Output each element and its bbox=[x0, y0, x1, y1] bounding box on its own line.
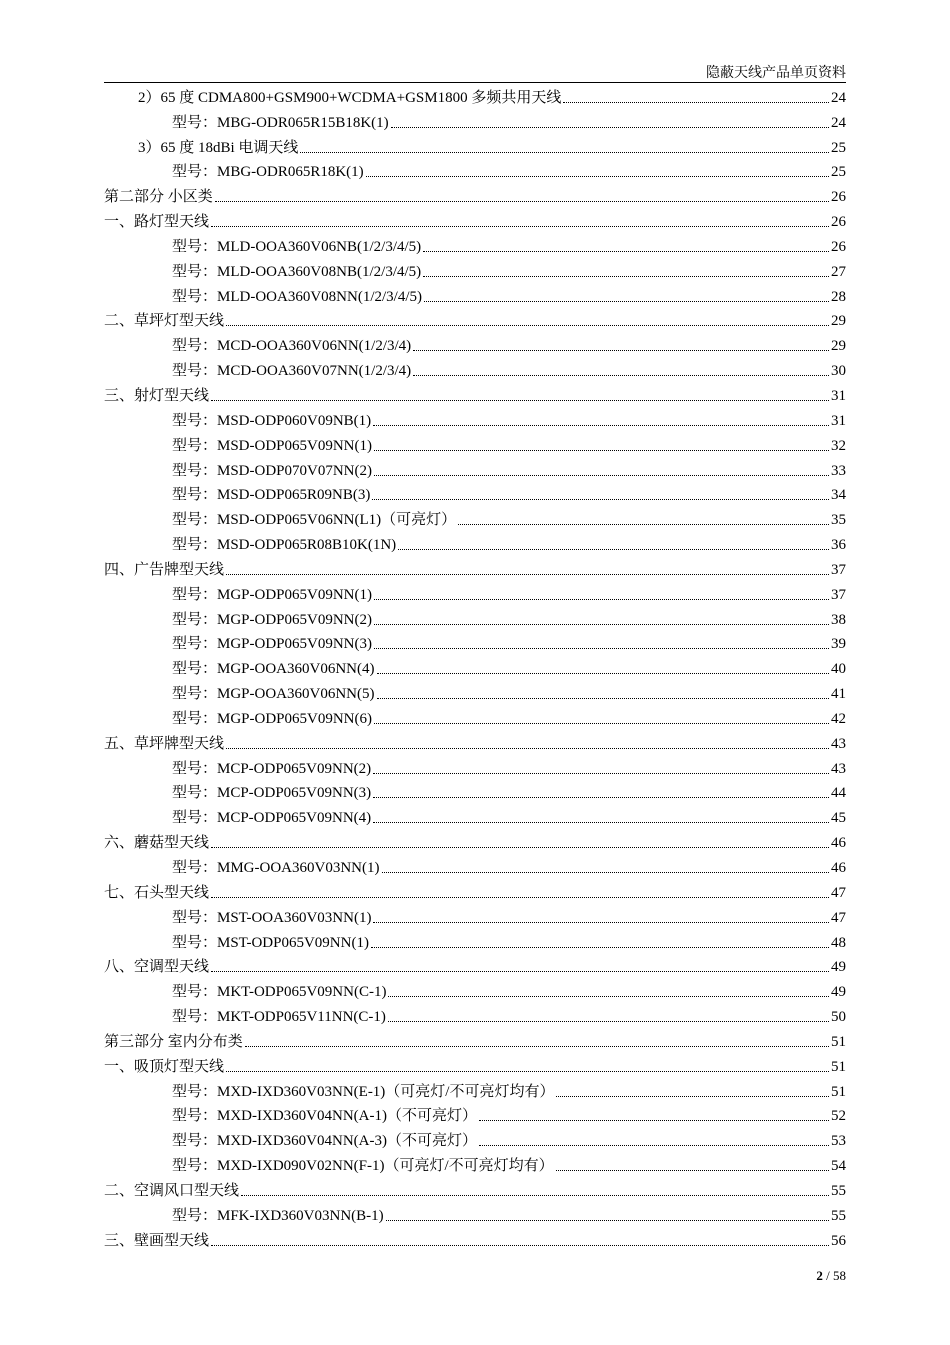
toc-entry[interactable] bbox=[104, 1125, 846, 1150]
toc-entry-title: 型号：MFK-IXD360V03NN(B-1) bbox=[172, 1207, 384, 1224]
toc-entry-title: 二、草坪灯型天线 bbox=[104, 313, 225, 330]
toc-entry-title: 型号：MCP-ODP065V09NN(4) bbox=[172, 810, 372, 827]
toc-entry-page-number: 55 bbox=[831, 1207, 846, 1224]
toc-entry[interactable] bbox=[104, 902, 846, 927]
toc-dot-leader bbox=[372, 499, 829, 500]
toc-dot-leader bbox=[211, 847, 829, 848]
toc-dot-leader bbox=[241, 1195, 829, 1196]
toc-entry-page-number: 43 bbox=[831, 735, 846, 752]
toc-entry-page-number: 26 bbox=[831, 238, 846, 255]
toc-entry-page-number: 56 bbox=[831, 1232, 846, 1249]
toc-dot-leader bbox=[479, 1145, 829, 1146]
toc-entry-page-number: 29 bbox=[831, 313, 846, 330]
toc-entry-title: 型号：MGP-OOA360V06NN(5) bbox=[172, 686, 375, 703]
toc-entry[interactable] bbox=[104, 330, 846, 355]
toc-dot-leader bbox=[424, 301, 829, 302]
toc-entry[interactable] bbox=[104, 455, 846, 480]
toc-entry[interactable] bbox=[104, 952, 846, 977]
toc-entry-page-number: 36 bbox=[831, 537, 846, 554]
toc-entry-page-number: 27 bbox=[831, 263, 846, 280]
toc-dot-leader bbox=[211, 226, 829, 227]
toc-dot-leader bbox=[377, 698, 830, 699]
toc-dot-leader bbox=[423, 251, 829, 252]
toc-entry[interactable] bbox=[104, 1026, 846, 1051]
toc-entry-title: 型号：MMG-OOA360V03NN(1) bbox=[172, 860, 380, 876]
toc-entry-page-number: 29 bbox=[831, 338, 846, 355]
toc-entry-title: 型号：MGP-OOA360V06NN(4) bbox=[172, 661, 375, 678]
toc-entry-title: 型号：MBG-ODR065R18K(1) bbox=[172, 164, 364, 181]
toc-entry-page-number: 52 bbox=[831, 1108, 846, 1125]
toc-entry[interactable] bbox=[104, 405, 846, 430]
toc-dot-leader bbox=[211, 1245, 829, 1246]
toc-entry-page-number: 37 bbox=[831, 586, 846, 603]
toc-entry-page-number: 31 bbox=[831, 387, 846, 404]
table-of-contents bbox=[104, 82, 846, 1250]
toc-dot-leader bbox=[373, 797, 829, 798]
toc-entry-page-number: 33 bbox=[831, 462, 846, 479]
current-page-number: 2 bbox=[816, 1268, 823, 1283]
toc-entry-title: 型号：MSD-ODP065V09NN(1) bbox=[172, 437, 373, 454]
toc-dot-leader bbox=[373, 425, 829, 426]
toc-entry-title: 型号：MCP-ODP065V09NN(3) bbox=[172, 785, 372, 802]
toc-entry[interactable] bbox=[104, 380, 846, 405]
toc-entry-title: 型号：MSD-ODP065V06NN(L1)（可亮灯） bbox=[172, 512, 457, 529]
toc-entry-title: 二、空调风口型天线 bbox=[104, 1182, 240, 1199]
toc-dot-leader bbox=[374, 599, 829, 600]
toc-dot-leader bbox=[391, 127, 829, 128]
toc-entry-title: 一、路灯型天线 bbox=[104, 214, 210, 231]
toc-entry[interactable] bbox=[104, 256, 846, 281]
toc-entry-title: 型号：MGP-ODP065V09NN(3) bbox=[172, 636, 373, 653]
page-number-separator: / bbox=[822, 1268, 833, 1283]
toc-entry-title: 型号：MCD-OOA360V07NN(1/2/3/4) bbox=[172, 363, 412, 380]
toc-entry-title: 型号：MCP-ODP065V09NN(2) bbox=[172, 760, 372, 777]
toc-entry[interactable] bbox=[104, 778, 846, 803]
toc-entry-title: 2）65 度 CDMA800+GSM900+WCDMA+GSM1800 多频共用天线 bbox=[138, 89, 562, 106]
toc-entry-page-number: 37 bbox=[831, 561, 846, 578]
toc-entry[interactable] bbox=[104, 1175, 846, 1200]
toc-entry-title: 型号：MSD-ODP065R08B10K(1N) bbox=[172, 537, 397, 554]
toc-dot-leader bbox=[211, 400, 829, 401]
toc-entry-page-number: 43 bbox=[831, 760, 846, 777]
toc-entry-page-number: 47 bbox=[831, 884, 846, 901]
toc-entry[interactable] bbox=[104, 1225, 846, 1250]
toc-entry-title: 型号：MKT-ODP065V09NN(C-1) bbox=[172, 984, 387, 1001]
toc-entry[interactable] bbox=[104, 604, 846, 629]
toc-entry-title: 五、草坪牌型天线 bbox=[104, 735, 225, 752]
toc-entry-title: 型号：MCD-OOA360V06NN(1/2/3/4) bbox=[172, 338, 412, 355]
toc-entry-page-number: 28 bbox=[831, 288, 846, 305]
toc-entry-title: 七、石头型天线 bbox=[104, 884, 210, 901]
toc-entry[interactable] bbox=[104, 281, 846, 306]
toc-entry[interactable] bbox=[104, 976, 846, 1001]
toc-entry-page-number: 39 bbox=[831, 636, 846, 653]
toc-dot-leader bbox=[398, 549, 829, 550]
toc-entry[interactable] bbox=[104, 1200, 846, 1225]
toc-dot-leader bbox=[423, 276, 829, 277]
toc-entry-title: 四、广告牌型天线 bbox=[104, 561, 225, 578]
toc-dot-leader bbox=[413, 350, 829, 351]
toc-dot-leader bbox=[226, 1071, 829, 1072]
toc-dot-leader bbox=[371, 947, 829, 948]
toc-entry-page-number: 38 bbox=[831, 611, 846, 628]
toc-entry-page-number: 46 bbox=[831, 835, 846, 852]
toc-entry[interactable] bbox=[104, 1001, 846, 1026]
toc-entry[interactable] bbox=[104, 1150, 846, 1175]
toc-entry[interactable] bbox=[104, 355, 846, 380]
toc-entry-page-number: 35 bbox=[831, 512, 846, 529]
toc-entry[interactable] bbox=[104, 852, 846, 877]
toc-entry-page-number: 24 bbox=[831, 89, 846, 106]
toc-entry-page-number: 45 bbox=[831, 810, 846, 827]
toc-entry[interactable] bbox=[104, 629, 846, 654]
toc-entry-page-number: 51 bbox=[831, 1083, 846, 1100]
toc-entry-page-number: 53 bbox=[831, 1133, 846, 1150]
toc-entry-title: 第二部分 小区类 bbox=[104, 189, 213, 206]
toc-dot-leader bbox=[374, 624, 829, 625]
toc-dot-leader bbox=[479, 1120, 829, 1121]
toc-entry-page-number: 34 bbox=[831, 487, 846, 504]
toc-entry-title: 六、蘑菇型天线 bbox=[104, 835, 210, 852]
toc-entry-title: 第三部分 室内分布类 bbox=[104, 1033, 243, 1050]
toc-entry-title: 型号：MKT-ODP065V11NN(C-1) bbox=[172, 1009, 386, 1026]
toc-entry-page-number: 31 bbox=[831, 412, 846, 429]
toc-entry-page-number: 26 bbox=[831, 214, 846, 231]
toc-dot-leader bbox=[226, 748, 829, 749]
toc-dot-leader bbox=[374, 450, 829, 451]
toc-entry-title: 型号：MLD-OOA360V08NN(1/2/3/4/5) bbox=[172, 288, 422, 305]
toc-entry-page-number: 49 bbox=[831, 984, 846, 1001]
toc-entry-title: 型号：MXD-IXD360V04NN(A-3)（不可亮灯） bbox=[172, 1133, 477, 1150]
toc-dot-leader bbox=[374, 723, 829, 724]
toc-dot-leader bbox=[211, 971, 829, 972]
toc-entry-title: 3）65 度 18dBi 电调天线 bbox=[138, 139, 299, 156]
toc-entry-title: 型号：MGP-ODP065V09NN(1) bbox=[172, 586, 373, 603]
toc-entry-page-number: 49 bbox=[831, 959, 846, 976]
toc-entry-page-number: 46 bbox=[831, 860, 846, 876]
toc-entry[interactable] bbox=[104, 753, 846, 778]
toc-entry[interactable] bbox=[104, 927, 846, 952]
toc-entry-title: 型号：MLD-OOA360V06NB(1/2/3/4/5) bbox=[172, 238, 422, 255]
toc-entry[interactable] bbox=[104, 703, 846, 728]
toc-entry[interactable] bbox=[104, 480, 846, 505]
toc-dot-leader bbox=[556, 1170, 829, 1171]
toc-entry-title: 八、空调型天线 bbox=[104, 959, 210, 976]
toc-dot-leader bbox=[377, 673, 830, 674]
toc-entry-page-number: 25 bbox=[831, 139, 846, 156]
toc-entry[interactable] bbox=[104, 132, 846, 157]
toc-entry-page-number: 51 bbox=[831, 1058, 846, 1075]
toc-entry-page-number: 50 bbox=[831, 1009, 846, 1026]
toc-entry[interactable] bbox=[104, 231, 846, 256]
toc-dot-leader bbox=[458, 524, 829, 525]
toc-entry[interactable] bbox=[104, 554, 846, 579]
toc-entry-title: 三、射灯型天线 bbox=[104, 387, 210, 404]
toc-entry[interactable] bbox=[104, 430, 846, 455]
page-header-title: 隐蔽天线产品单页资料 bbox=[706, 66, 846, 81]
toc-entry-title: 型号：MGP-ODP065V09NN(2) bbox=[172, 611, 373, 628]
toc-entry-title: 型号：MSD-ODP070V07NN(2) bbox=[172, 462, 373, 479]
toc-entry[interactable] bbox=[104, 157, 846, 182]
toc-dot-leader bbox=[373, 822, 829, 823]
toc-entry-page-number: 25 bbox=[831, 164, 846, 181]
toc-dot-leader bbox=[556, 1096, 829, 1097]
toc-entry-page-number: 30 bbox=[831, 363, 846, 380]
toc-entry[interactable] bbox=[104, 181, 846, 206]
toc-entry-page-number: 42 bbox=[831, 710, 846, 727]
toc-entry-title: 型号：MST-ODP065V09NN(1) bbox=[172, 934, 369, 951]
toc-entry[interactable] bbox=[104, 678, 846, 703]
toc-dot-leader bbox=[373, 922, 829, 923]
toc-entry[interactable] bbox=[104, 1076, 846, 1101]
toc-entry[interactable] bbox=[104, 1051, 846, 1076]
toc-entry-title: 型号：MST-OOA360V03NN(1) bbox=[172, 909, 372, 926]
toc-dot-leader bbox=[215, 201, 829, 202]
toc-entry-page-number: 54 bbox=[831, 1158, 846, 1175]
toc-entry[interactable] bbox=[104, 653, 846, 678]
toc-entry-title: 型号：MLD-OOA360V08NB(1/2/3/4/5) bbox=[172, 263, 422, 280]
toc-dot-leader bbox=[382, 872, 830, 873]
toc-entry-title: 一、吸顶灯型天线 bbox=[104, 1058, 225, 1075]
toc-dot-leader bbox=[413, 375, 829, 376]
toc-entry[interactable] bbox=[104, 1101, 846, 1126]
toc-entry-title: 型号：MSD-ODP065R09NB(3) bbox=[172, 487, 371, 504]
toc-dot-leader bbox=[563, 102, 829, 103]
toc-dot-leader bbox=[211, 897, 829, 898]
toc-entry[interactable] bbox=[104, 504, 846, 529]
toc-entry-page-number: 47 bbox=[831, 909, 846, 926]
toc-dot-leader bbox=[366, 176, 829, 177]
toc-entry-page-number: 26 bbox=[831, 189, 846, 206]
toc-dot-leader bbox=[388, 996, 829, 997]
toc-entry-page-number: 32 bbox=[831, 437, 846, 454]
toc-dot-leader bbox=[374, 648, 829, 649]
toc-entry-page-number: 48 bbox=[831, 934, 846, 951]
toc-entry[interactable] bbox=[104, 107, 846, 132]
toc-dot-leader bbox=[300, 152, 829, 153]
toc-entry-page-number: 24 bbox=[831, 114, 846, 131]
toc-dot-leader bbox=[226, 574, 829, 575]
toc-entry[interactable] bbox=[104, 529, 846, 554]
toc-entry[interactable] bbox=[104, 206, 846, 231]
toc-dot-leader bbox=[374, 475, 829, 476]
toc-dot-leader bbox=[386, 1220, 829, 1221]
toc-entry[interactable] bbox=[104, 306, 846, 331]
toc-entry-title: 型号：MXD-IXD360V04NN(A-1)（不可亮灯） bbox=[172, 1108, 477, 1125]
toc-dot-leader bbox=[226, 325, 829, 326]
toc-entry[interactable] bbox=[104, 802, 846, 827]
toc-entry-title: 型号：MXD-IXD090V02NN(F-1)（可亮灯/不可亮灯均有） bbox=[172, 1158, 554, 1175]
toc-entry-title: 型号：MXD-IXD360V03NN(E-1)（可亮灯/不可亮灯均有） bbox=[172, 1083, 555, 1100]
toc-entry[interactable] bbox=[104, 82, 846, 107]
page-number bbox=[816, 1268, 846, 1284]
toc-entry-page-number: 40 bbox=[831, 661, 846, 678]
toc-entry-page-number: 44 bbox=[831, 785, 846, 802]
toc-entry[interactable] bbox=[104, 728, 846, 753]
total-page-count: 58 bbox=[833, 1268, 846, 1283]
toc-dot-leader bbox=[373, 773, 829, 774]
toc-entry-page-number: 55 bbox=[831, 1182, 846, 1199]
toc-entry[interactable] bbox=[104, 827, 846, 852]
toc-entry-title: 型号：MGP-ODP065V09NN(6) bbox=[172, 710, 373, 727]
toc-entry-title: 三、壁画型天线 bbox=[104, 1232, 210, 1249]
toc-entry-page-number: 51 bbox=[831, 1033, 846, 1050]
toc-dot-leader bbox=[388, 1021, 829, 1022]
toc-entry[interactable] bbox=[104, 579, 846, 604]
toc-entry-title: 型号：MSD-ODP060V09NB(1) bbox=[172, 412, 372, 429]
toc-dot-leader bbox=[245, 1046, 829, 1047]
toc-entry[interactable] bbox=[104, 877, 846, 902]
toc-entry-title: 型号：MBG-ODR065R15B18K(1) bbox=[172, 114, 389, 131]
toc-entry-page-number: 41 bbox=[831, 686, 846, 703]
